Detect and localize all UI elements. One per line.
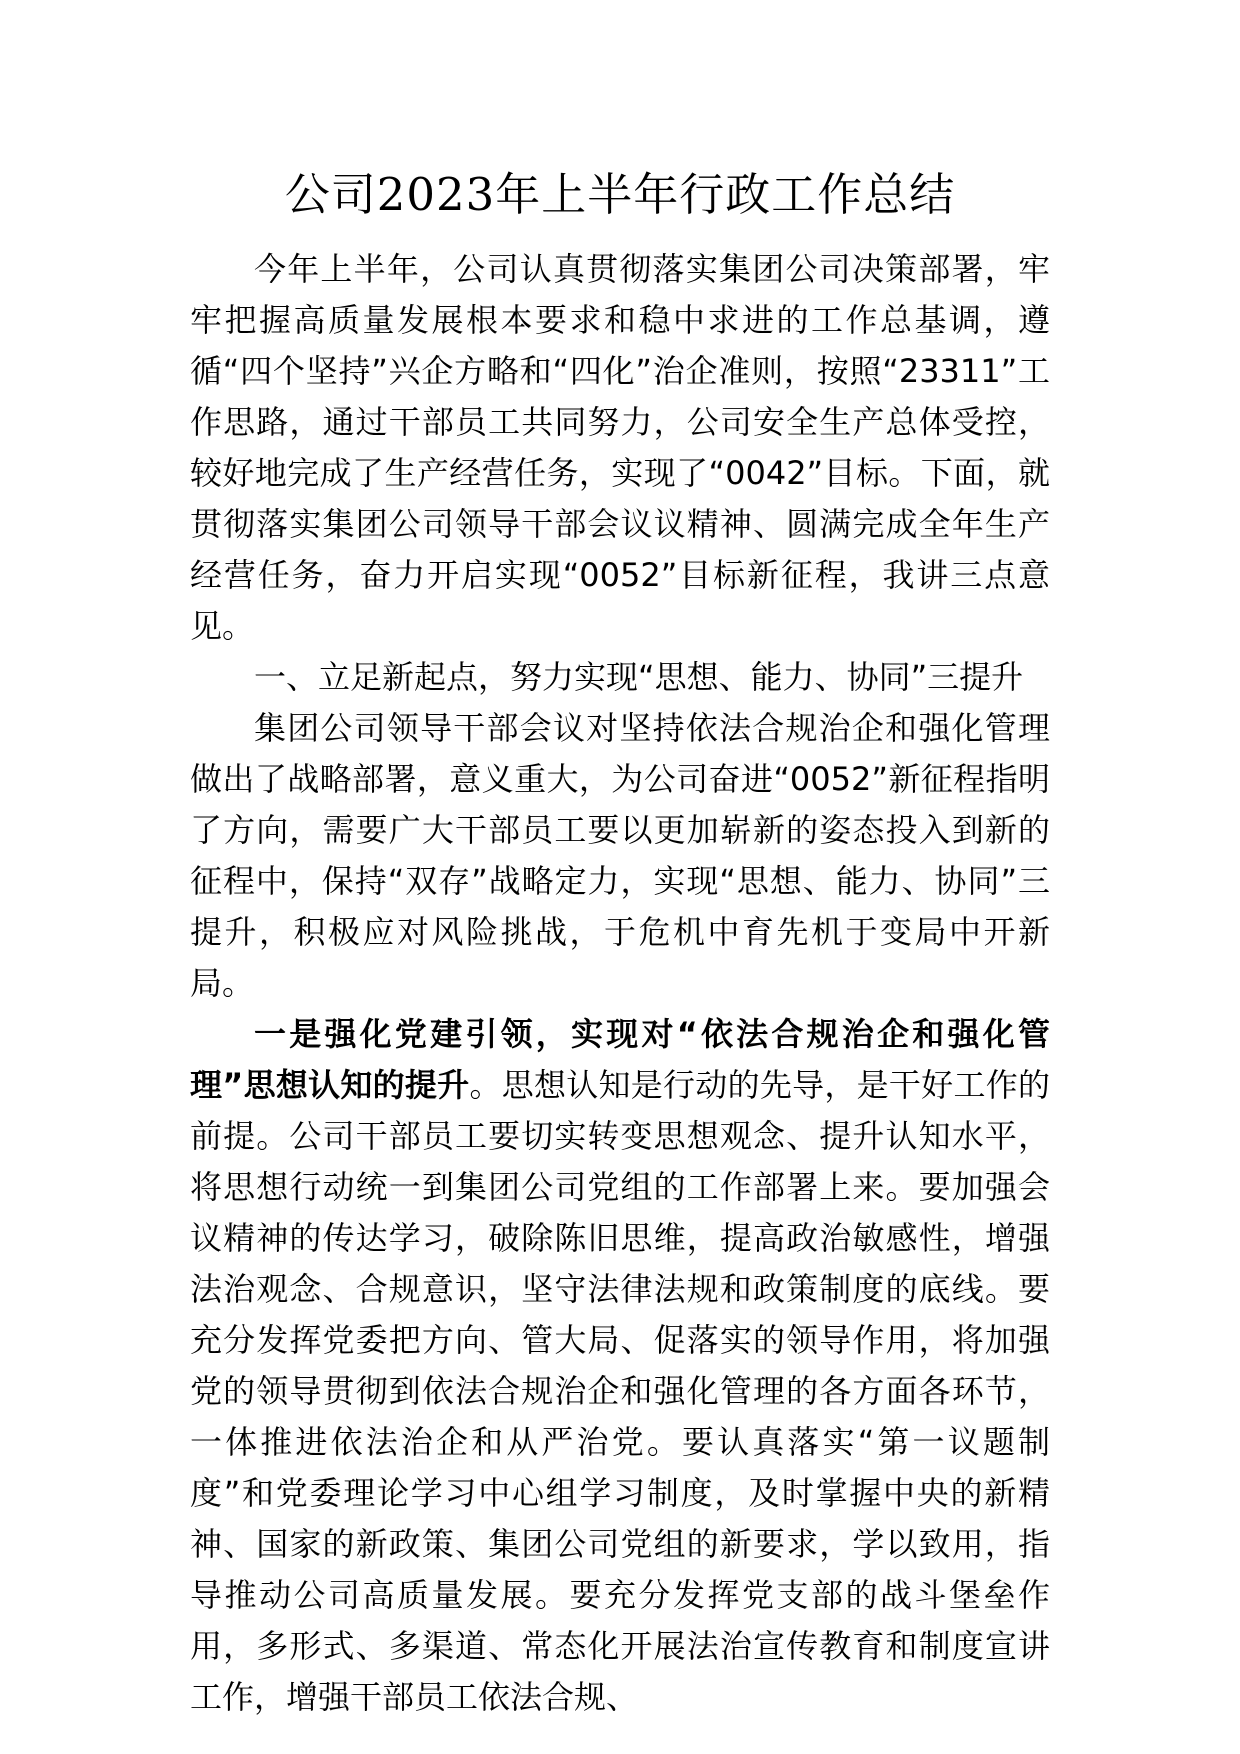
document-body: [190, 244, 1050, 1723]
paragraph-point-1: [190, 1009, 1050, 1723]
section-heading-1: 一、立足新起点，努力实现“思想、能力、协同”三提升: [254, 658, 1024, 696]
paragraph-section-1: 集团公司领导干部会议对坚持依法合规治企和强化管理做出了战略部署，意义重大，为公司奋进“0052”新征程指明了方向，需要广大干部员工要以更加崭新的姿态投入到新的征程中，保持“双存”战略定力，实现“思想、能力、协同”三提升，积极应对风险挑战，于危机中育先机于变局中开新局。: [190, 709, 1050, 1002]
document-title: 公司2023年上半年行政工作总结: [284, 168, 956, 221]
point-1-text: 。思想认知是行动的先导，是干好工作的前提。公司干部员工要切实转变思想观念、提升认知水平，将思想行动统一到集团公司党组的工作部署上来。要加强会议精神的传达学习，破除陈旧思维，提高政治敏感性，增强法治观念、合规意识，坚守法律法规和政策制度的底线。要充分发挥党委把方向、管大局、促落实的领导作用，将加强党的领导贯彻到依法合规治企和强化管理的各方面各环节，一体推进依法治企和从严治党。要认真落实“第一议题制度”和党委理论学习中心组学习制度，及时掌握中央的新精神、国家的新政策、集团公司党组的新要求，学以致用，指导推动公司高质量发展。要充分发挥党支部的战斗堡垒作用，多形式、多渠道、常态化开展法治宣传教育和制度宣讲工作，增强干部员工依法合规、: [190, 1066, 1050, 1716]
point-1-heading: 一是强化党建引领，实现对“依法合规治企和强化管理”思想认知的提升: [190, 1015, 1050, 1104]
paragraph-intro: 今年上半年，公司认真贯彻落实集团公司决策部署，牢牢把握高质量发展根本要求和稳中求进的工作总基调，遵循“四个坚持”兴企方略和“四化”治企准则，按照“23311”工作思路，通过干部员工共同努力，公司安全生产总体受控，较好地完成了生产经营任务，实现了“0042”目标。下面，就贯彻落实集团公司领导干部会议议精神、圆满完成全年生产经营任务，奋力开启实现“0052”目标新征程，我讲三点意见。: [190, 250, 1050, 645]
